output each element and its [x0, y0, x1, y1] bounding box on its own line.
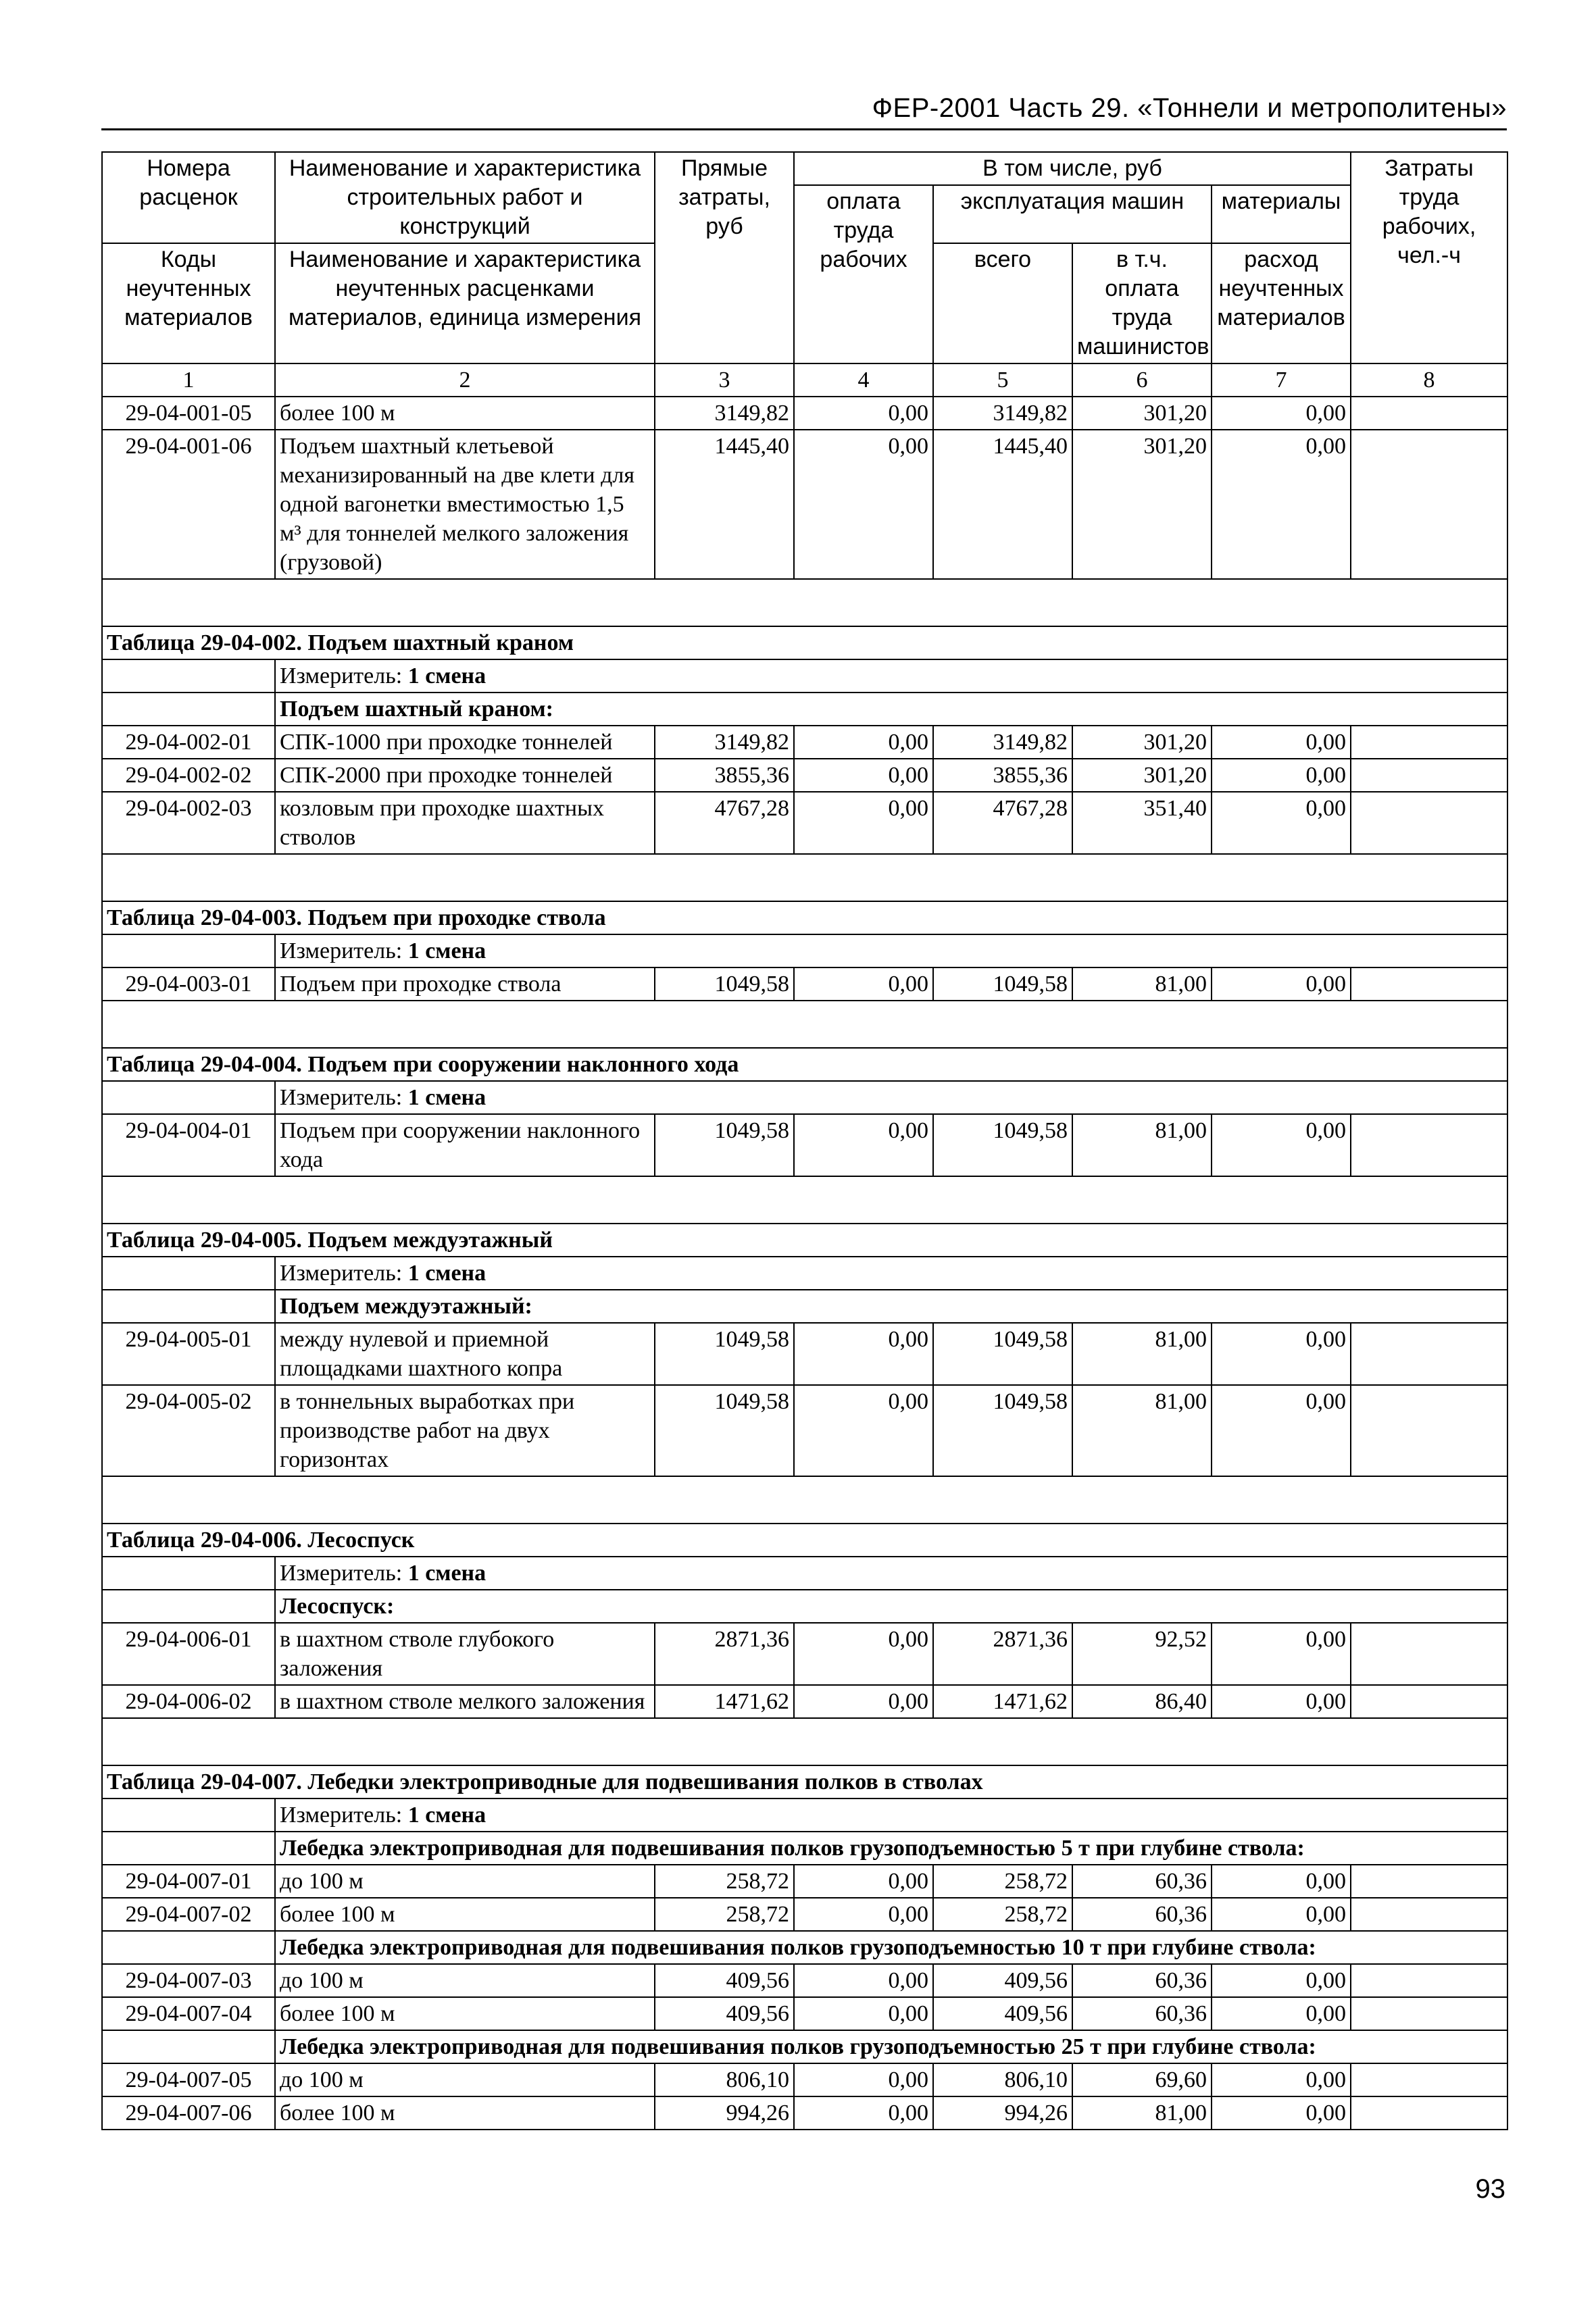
materials: 0,00 — [1212, 1385, 1351, 1476]
rate-code: 29-04-003-01 — [102, 967, 275, 1001]
col-nomera: Номера расценок — [102, 152, 275, 243]
table-row — [102, 397, 1507, 430]
rate-name: СПК-2000 при проходке тоннелей — [275, 759, 655, 792]
rate-code: 29-04-005-02 — [102, 1385, 275, 1476]
table-row — [102, 1898, 1507, 1931]
table-title: Таблица 29-04-003. Подъем при проходке ствола — [102, 901, 1507, 934]
rate-name: между нулевой и приемной площадками шахтного копра — [275, 1323, 655, 1385]
table-row — [102, 1685, 1507, 1718]
machine-total: 1049,58 — [933, 1323, 1072, 1385]
labor-hours — [1351, 1997, 1507, 2030]
measure-value: 1 смена — [407, 1261, 487, 1286]
rate-code: 29-04-007-05 — [102, 2063, 275, 2096]
rate-code: 29-04-004-01 — [102, 1114, 275, 1176]
col-kody: Коды неучтенных материалов — [102, 243, 275, 363]
direct-cost: 806,10 — [655, 2063, 794, 2096]
table-header — [102, 152, 1507, 397]
direct-cost: 1049,58 — [655, 1114, 794, 1176]
labor-hours — [1351, 1114, 1507, 1176]
table-row — [102, 1865, 1507, 1898]
subheading: Лебедка электроприводная для подвешивания полков грузоподъемностью 10 т при глубине ствола: — [275, 1931, 1507, 1964]
table-row — [102, 430, 1507, 579]
materials: 0,00 — [1212, 1964, 1351, 1997]
col-index: 2 — [275, 363, 655, 397]
machinist-pay: 69,60 — [1072, 2063, 1212, 2096]
table-29-04-007 — [102, 1718, 1507, 2130]
rate-code: 29-04-007-04 — [102, 1997, 275, 2030]
col-zatraty: Затраты труда рабочих, чел.-ч — [1351, 152, 1507, 363]
rate-code: 29-04-006-01 — [102, 1623, 275, 1685]
col-index: 6 — [1072, 363, 1212, 397]
labor-hours — [1351, 430, 1507, 579]
measure-line — [275, 934, 1507, 967]
rate-name: более 100 м — [275, 1997, 655, 2030]
spacer — [102, 1176, 1507, 1224]
machine-total: 409,56 — [933, 1964, 1072, 1997]
direct-cost: 1445,40 — [655, 430, 794, 579]
col-materialy: материалы — [1212, 185, 1351, 243]
machinist-pay: 60,36 — [1072, 1865, 1212, 1898]
table-29-04-005 — [102, 1176, 1507, 1476]
labor-pay: 0,00 — [794, 1865, 933, 1898]
machinist-pay: 301,20 — [1072, 430, 1212, 579]
table-title: Таблица 29-04-005. Подъем междуэтажный — [102, 1224, 1507, 1257]
rate-name: более 100 м — [275, 397, 655, 430]
materials: 0,00 — [1212, 1898, 1351, 1931]
machine-total: 806,10 — [933, 2063, 1072, 2096]
measure-label: Измеритель: — [280, 1261, 403, 1286]
labor-hours — [1351, 1385, 1507, 1476]
machinist-pay: 351,40 — [1072, 792, 1212, 854]
labor-pay: 0,00 — [794, 726, 933, 759]
measure-label: Измеритель: — [280, 1085, 403, 1110]
col-naim2: Наименование и характеристика неучтенных расценками материалов, единица измерения — [275, 243, 655, 363]
labor-hours — [1351, 792, 1507, 854]
spacer — [102, 1718, 1507, 1765]
rate-name: Подъем при проходке ствола — [275, 967, 655, 1001]
labor-hours — [1351, 2063, 1507, 2096]
direct-cost: 1049,58 — [655, 967, 794, 1001]
materials: 0,00 — [1212, 1685, 1351, 1718]
rate-code: 29-04-001-06 — [102, 430, 275, 579]
header-rule — [101, 128, 1507, 130]
materials: 0,00 — [1212, 759, 1351, 792]
rate-name: более 100 м — [275, 1898, 655, 1931]
table-29-04-002 — [102, 579, 1507, 854]
table-row — [102, 2063, 1507, 2096]
materials: 0,00 — [1212, 1865, 1351, 1898]
materials: 0,00 — [1212, 1997, 1351, 2030]
labor-pay: 0,00 — [794, 1114, 933, 1176]
labor-pay: 0,00 — [794, 1997, 933, 2030]
machine-total: 258,72 — [933, 1898, 1072, 1931]
direct-cost: 2871,36 — [655, 1623, 794, 1685]
machinist-pay: 301,20 — [1072, 759, 1212, 792]
direct-cost: 258,72 — [655, 1865, 794, 1898]
labor-pay: 0,00 — [794, 967, 933, 1001]
table-29-04-004 — [102, 1001, 1507, 1176]
direct-cost: 3855,36 — [655, 759, 794, 792]
col-naim1: Наименование и характеристика строительных работ и конструкций — [275, 152, 655, 243]
measure-line — [275, 659, 1507, 693]
machine-total: 1049,58 — [933, 1114, 1072, 1176]
measure-line — [275, 1799, 1507, 1832]
rates-table — [101, 151, 1508, 2130]
machinist-pay: 60,36 — [1072, 1898, 1212, 1931]
direct-cost: 3149,82 — [655, 726, 794, 759]
labor-pay: 0,00 — [794, 759, 933, 792]
table-row — [102, 1323, 1507, 1385]
materials: 0,00 — [1212, 967, 1351, 1001]
rate-name: до 100 м — [275, 1964, 655, 1997]
col-v-tom-chisle: В том числе, руб — [794, 152, 1351, 185]
machinist-pay: 301,20 — [1072, 726, 1212, 759]
materials: 0,00 — [1212, 1323, 1351, 1385]
page-header: ФЕР-2001 Часть 29. «Тоннели и метрополитены» — [872, 93, 1507, 123]
rates-table-area — [101, 151, 1507, 2130]
col-oplata: оплата труда рабочих — [794, 185, 933, 363]
spacer — [102, 579, 1507, 626]
table-row — [102, 1997, 1507, 2030]
rate-code: 29-04-001-05 — [102, 397, 275, 430]
labor-hours — [1351, 1898, 1507, 1931]
rate-code: 29-04-006-02 — [102, 1685, 275, 1718]
measure-value: 1 смена — [407, 663, 487, 688]
machine-total: 1445,40 — [933, 430, 1072, 579]
table-29-04-006 — [102, 1476, 1507, 1718]
machine-total: 258,72 — [933, 1865, 1072, 1898]
labor-pay: 0,00 — [794, 1685, 933, 1718]
rate-name: в шахтном стволе глубокого заложения — [275, 1623, 655, 1685]
measure-label: Измеритель: — [280, 1803, 403, 1828]
labor-pay: 0,00 — [794, 430, 933, 579]
machinist-pay: 60,36 — [1072, 1964, 1212, 1997]
rate-name: в тоннельных выработках при производстве работ на двух горизонтах — [275, 1385, 655, 1476]
measure-line — [275, 1257, 1507, 1290]
table-row — [102, 1964, 1507, 1997]
labor-hours — [1351, 1865, 1507, 1898]
spacer — [102, 854, 1507, 901]
labor-pay: 0,00 — [794, 1385, 933, 1476]
direct-cost: 409,56 — [655, 1997, 794, 2030]
rate-name: до 100 м — [275, 2063, 655, 2096]
spacer — [102, 1001, 1507, 1048]
materials: 0,00 — [1212, 1114, 1351, 1176]
col-index: 7 — [1212, 363, 1351, 397]
spacer — [102, 1476, 1507, 1524]
machine-total: 2871,36 — [933, 1623, 1072, 1685]
col-pryamye: Прямые затраты, руб — [655, 152, 794, 363]
labor-pay: 0,00 — [794, 397, 933, 430]
measure-label: Измеритель: — [280, 1561, 403, 1586]
measure-label: Измеритель: — [280, 938, 403, 963]
labor-pay: 0,00 — [794, 2063, 933, 2096]
rate-name: Подъем шахтный клетьевой механизированный на две клети для одной вагонетки вместимостью 1,5 м³ для тоннелей мелкого заложения (грузовой) — [275, 430, 655, 579]
machinist-pay: 81,00 — [1072, 967, 1212, 1001]
col-vsego: всего — [933, 243, 1072, 363]
col-index: 8 — [1351, 363, 1507, 397]
machine-total: 994,26 — [933, 2096, 1072, 2130]
col-index: 4 — [794, 363, 933, 397]
machinist-pay: 86,40 — [1072, 1685, 1212, 1718]
machine-total: 3149,82 — [933, 397, 1072, 430]
table-title: Таблица 29-04-002. Подъем шахтный краном — [102, 626, 1507, 659]
machine-total: 3149,82 — [933, 726, 1072, 759]
measure-line — [275, 1557, 1507, 1590]
measure-value: 1 смена — [407, 1803, 487, 1828]
table-row — [102, 726, 1507, 759]
subheading: Подъем шахтный краном: — [275, 693, 1507, 726]
labor-pay: 0,00 — [794, 2096, 933, 2130]
materials: 0,00 — [1212, 397, 1351, 430]
machine-total: 1049,58 — [933, 967, 1072, 1001]
machinist-pay: 81,00 — [1072, 1114, 1212, 1176]
machinist-pay: 81,00 — [1072, 1385, 1212, 1476]
table-row — [102, 759, 1507, 792]
measure-value: 1 смена — [407, 1561, 487, 1586]
subheading: Лебедка электроприводная для подвешивания полков грузоподъемностью 5 т при глубине ствола: — [275, 1832, 1507, 1865]
direct-cost: 409,56 — [655, 1964, 794, 1997]
machinist-pay: 301,20 — [1072, 397, 1212, 430]
table-row — [102, 2096, 1507, 2130]
rate-name: СПК-1000 при проходке тоннелей — [275, 726, 655, 759]
rate-code: 29-04-002-02 — [102, 759, 275, 792]
subheading: Лесоспуск: — [275, 1590, 1507, 1623]
direct-cost: 1471,62 — [655, 1685, 794, 1718]
col-index: 3 — [655, 363, 794, 397]
labor-pay: 0,00 — [794, 1623, 933, 1685]
direct-cost: 1049,58 — [655, 1323, 794, 1385]
materials: 0,00 — [1212, 2063, 1351, 2096]
rate-code: 29-04-007-01 — [102, 1865, 275, 1898]
materials: 0,00 — [1212, 726, 1351, 759]
direct-cost: 1049,58 — [655, 1385, 794, 1476]
materials: 0,00 — [1212, 1623, 1351, 1685]
table-title: Таблица 29-04-004. Подъем при сооружении наклонного хода — [102, 1048, 1507, 1081]
page-number: 93 — [1475, 2174, 1505, 2204]
materials: 0,00 — [1212, 430, 1351, 579]
machine-total: 1471,62 — [933, 1685, 1072, 1718]
measure-value: 1 смена — [407, 1085, 487, 1110]
labor-hours — [1351, 1964, 1507, 1997]
table-title: Таблица 29-04-006. Лесоспуск — [102, 1524, 1507, 1557]
table-row — [102, 967, 1507, 1001]
labor-hours — [1351, 1323, 1507, 1385]
table-29-04-001-continuation — [102, 397, 1507, 579]
table-title: Таблица 29-04-007. Лебедки электроприводные для подвешивания полков в стволах — [102, 1765, 1507, 1799]
rate-code: 29-04-007-03 — [102, 1964, 275, 1997]
labor-hours — [1351, 1623, 1507, 1685]
rate-code: 29-04-007-02 — [102, 1898, 275, 1931]
table-row — [102, 1385, 1507, 1476]
direct-cost: 3149,82 — [655, 397, 794, 430]
materials: 0,00 — [1212, 2096, 1351, 2130]
rate-name: более 100 м — [275, 2096, 655, 2130]
rate-name: в шахтном стволе мелкого заложения — [275, 1685, 655, 1718]
labor-hours — [1351, 759, 1507, 792]
direct-cost: 4767,28 — [655, 792, 794, 854]
rate-code: 29-04-007-06 — [102, 2096, 275, 2130]
labor-hours — [1351, 1685, 1507, 1718]
col-rashod: расход неучтенных материалов — [1212, 243, 1351, 363]
machine-total: 409,56 — [933, 1997, 1072, 2030]
labor-hours — [1351, 397, 1507, 430]
rate-name: до 100 м — [275, 1865, 655, 1898]
rate-code: 29-04-002-01 — [102, 726, 275, 759]
labor-pay: 0,00 — [794, 1323, 933, 1385]
rate-code: 29-04-002-03 — [102, 792, 275, 854]
machinist-pay: 81,00 — [1072, 1323, 1212, 1385]
table-row — [102, 1114, 1507, 1176]
direct-cost: 994,26 — [655, 2096, 794, 2130]
subheading: Подъем междуэтажный: — [275, 1290, 1507, 1323]
rate-name: Подъем при сооружении наклонного хода — [275, 1114, 655, 1176]
machine-total: 1049,58 — [933, 1385, 1072, 1476]
subheading: Лебедка электроприводная для подвешивания полков грузоподъемностью 25 т при глубине ствола: — [275, 2030, 1507, 2063]
labor-hours — [1351, 2096, 1507, 2130]
machine-total: 4767,28 — [933, 792, 1072, 854]
labor-pay: 0,00 — [794, 1898, 933, 1931]
labor-pay: 0,00 — [794, 1964, 933, 1997]
measure-line — [275, 1081, 1507, 1114]
col-vtch: в т.ч. оплата труда машинистов — [1072, 243, 1212, 363]
col-ekspl: эксплуатация машин — [933, 185, 1212, 243]
machine-total: 3855,36 — [933, 759, 1072, 792]
rate-name: козловым при проходке шахтных стволов — [275, 792, 655, 854]
rate-code: 29-04-005-01 — [102, 1323, 275, 1385]
col-index: 1 — [102, 363, 275, 397]
materials: 0,00 — [1212, 792, 1351, 854]
labor-hours — [1351, 967, 1507, 1001]
machinist-pay: 60,36 — [1072, 1997, 1212, 2030]
col-index: 5 — [933, 363, 1072, 397]
machinist-pay: 92,52 — [1072, 1623, 1212, 1685]
labor-hours — [1351, 726, 1507, 759]
measure-label: Измеритель: — [280, 663, 403, 688]
machinist-pay: 81,00 — [1072, 2096, 1212, 2130]
table-29-04-003 — [102, 854, 1507, 1001]
table-row — [102, 1623, 1507, 1685]
table-row — [102, 792, 1507, 854]
labor-pay: 0,00 — [794, 792, 933, 854]
direct-cost: 258,72 — [655, 1898, 794, 1931]
measure-value: 1 смена — [407, 938, 487, 963]
